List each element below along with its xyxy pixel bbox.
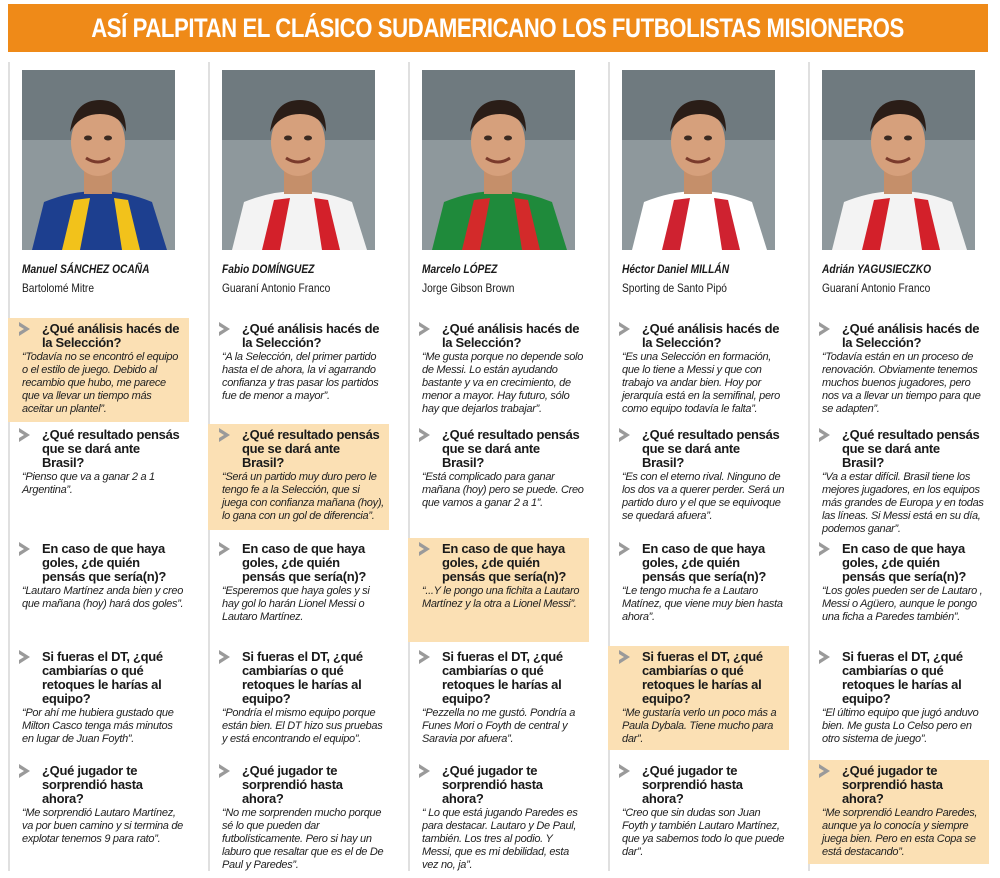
- question-row: [212, 764, 385, 806]
- answer-text: “Lautaro Martínez anda bien y creo que mañana (hoy) hará dos goles”.: [22, 585, 184, 610]
- qa-block: [8, 646, 189, 752]
- qa-block: [808, 760, 989, 864]
- question-row: [612, 764, 785, 806]
- player-club: Guaraní Antonio Franco: [222, 281, 331, 295]
- question-text: ¿Qué resultado pensás que se dará ante Brasil?: [642, 427, 780, 470]
- question-row: [212, 542, 385, 584]
- chevron-right-icon: [218, 763, 232, 779]
- question-row: [12, 764, 185, 806]
- answer-text: “No me sorprenden mucho porque sé lo que pueden dar futbolísticamente. Pero si hay un laburo que resaltar que es el de De Paul y Paredes”.: [222, 807, 384, 871]
- player-column: [608, 62, 796, 871]
- answer-text: “Es con el eterno rival. Ninguno de los dos va a querer perder. Será un partido duro y el que se equivoque se quedará afuera”.: [622, 471, 785, 522]
- player-column: [208, 62, 396, 871]
- chevron-right-icon: [218, 541, 232, 557]
- qa-block: [808, 538, 989, 630]
- answer-text: “Todavía no se encontró el equipo o el estilo de juego. Debido al recambio que hubo, me parece que va llevar un tiempo más aceitar un plantel”.: [22, 351, 179, 415]
- question-text: Si fueras el DT, ¿qué cambiarías o qué retoques le harías al equipo?: [642, 649, 763, 706]
- answer-text: “A la Selección, del primer partido hasta el de ahora, la vi agarrando confianza y tras pasar los partidos fue de menor a mayor”.: [222, 351, 379, 402]
- question-text: ¿Qué resultado pensás que se dará ante Brasil?: [242, 427, 380, 470]
- page-title: ASÍ PALPITAN EL CLÁSICO SUDAMERICANO LOS FUTBOLISTAS MISIONEROS: [91, 12, 905, 43]
- player-name: Marcelo LÓPEZ: [422, 262, 498, 276]
- qa-block: [408, 646, 589, 752]
- question-row: [212, 650, 385, 706]
- chevron-right-icon: [818, 321, 832, 337]
- answer-text: “Me sorprendió Leandro Paredes, aunque ya lo conocía y siempre juega bien. Pero en esta Copa se está destacando”.: [822, 807, 978, 858]
- question-row: [612, 650, 785, 706]
- question-row: [812, 542, 985, 584]
- question-row: [612, 542, 785, 584]
- question-text: ¿Qué resultado pensás que se dará ante Brasil?: [842, 427, 980, 470]
- chevron-right-icon: [218, 427, 232, 443]
- player-photo: [22, 70, 175, 250]
- chevron-right-icon: [618, 541, 632, 557]
- answer-text: “Le tengo mucha fe a Lautaro Matínez, que viene muy bien hasta ahora”.: [622, 585, 783, 623]
- qa-block: [608, 318, 789, 422]
- chevron-right-icon: [18, 763, 32, 779]
- chevron-right-icon: [418, 649, 432, 665]
- player-club: Guaraní Antonio Franco: [822, 281, 931, 295]
- chevron-right-icon: [618, 427, 632, 443]
- answer-text: “Por ahí me hubiera gustado que Milton Casco tenga más minutos en lugar de Juan Foyth”.: [22, 707, 174, 745]
- question-row: [812, 650, 985, 706]
- qa-block: [208, 646, 389, 752]
- qa-block: [608, 760, 789, 865]
- question-row: [612, 322, 785, 350]
- player-photo: [422, 70, 575, 250]
- chevron-right-icon: [618, 649, 632, 665]
- question-text: Si fueras el DT, ¿qué cambiarías o qué retoques le harías al equipo?: [42, 649, 163, 706]
- chevron-right-icon: [18, 427, 32, 443]
- qa-block: [8, 760, 189, 852]
- qa-block: [408, 538, 589, 642]
- question-row: [412, 650, 585, 706]
- question-row: [812, 322, 985, 350]
- answer-text: “Esperemos que haya goles y si hay gol lo harán Lionel Messi o Lautaro Martínez.: [222, 585, 370, 623]
- chevron-right-icon: [418, 321, 432, 337]
- chevron-right-icon: [418, 427, 432, 443]
- question-row: [12, 428, 185, 470]
- qa-block: [608, 538, 789, 630]
- chevron-right-icon: [818, 541, 832, 557]
- qa-block: [808, 424, 989, 542]
- question-row: [812, 428, 985, 470]
- answer-text: “Pondría el mismo equipo porque están bien. El DT hizo sus pruebas y está encontrando el equipo”.: [222, 707, 383, 745]
- question-row: [412, 322, 585, 350]
- question-text: ¿Qué resultado pensás que se dará ante Brasil?: [442, 427, 580, 470]
- player-photo: [822, 70, 975, 250]
- answer-text: “Va a estar difícil. Brasil tiene los mejores jugadores, en los equipos más grandes de Europa y en todas las líneas. Si Messi está en su día, podemos ganar”.: [822, 471, 984, 535]
- player-photo: [222, 70, 375, 250]
- answer-text: “Está complicado para ganar mañana (hoy) pero se puede. Creo que vamos a ganar 2 a 1”.: [422, 471, 584, 509]
- qa-block: [208, 318, 389, 409]
- question-text: ¿Qué jugador te sorprendió hasta ahora?: [242, 763, 343, 806]
- chevron-right-icon: [218, 321, 232, 337]
- chevron-right-icon: [18, 649, 32, 665]
- players-grid: [8, 62, 988, 871]
- player-column: [408, 62, 596, 871]
- question-text: En caso de que haya goles, ¿de quién pensás que sería(n)?: [42, 541, 167, 584]
- question-row: [412, 428, 585, 470]
- qa-block: [8, 538, 189, 617]
- chevron-right-icon: [818, 427, 832, 443]
- qa-block: [8, 318, 189, 422]
- answer-text: “Pienso que va a ganar 2 a 1 Argentina”.: [22, 471, 155, 496]
- player-club: Sporting de Santo Pipó: [622, 281, 727, 295]
- answer-text: “Todavía están en un proceso de renovación. Obviamente tenemos muchos buenos jugadores, pero nos va a llevar un tiempo para que se adapten”.: [822, 351, 981, 415]
- answer-text: “Me sorprendió Lautaro Martínez, va por buen camino y si termina de explotar tenemos 9 para rato”.: [22, 807, 183, 845]
- qa-block: [608, 646, 789, 750]
- question-text: Si fueras el DT, ¿qué cambiarías o qué retoques le harías al equipo?: [242, 649, 363, 706]
- question-row: [12, 650, 185, 706]
- qa-block: [408, 318, 589, 422]
- question-text: Si fueras el DT, ¿qué cambiarías o qué retoques le harías al equipo?: [842, 649, 963, 706]
- player-name: Fabio DOMÍNGUEZ: [222, 262, 315, 276]
- question-row: [12, 542, 185, 584]
- qa-block: [808, 646, 989, 752]
- qa-block: [408, 424, 589, 516]
- question-text: ¿Qué jugador te sorprendió hasta ahora?: [42, 763, 143, 806]
- answer-text: “Me gustaría verlo un poco más a Paula Dybala. Tiene mucho para dar”.: [622, 707, 777, 745]
- question-text: ¿Qué análisis hacés de la Selección?: [642, 321, 780, 350]
- answer-text: “ Lo que está jugando Paredes es para destacar. Lautaro y De Paul, también. Los tres al podio. Y Messi, que es mi debilidad, esta vez no, ja”.: [422, 807, 578, 871]
- player-photo: [622, 70, 775, 250]
- chevron-right-icon: [418, 763, 432, 779]
- chevron-right-icon: [618, 321, 632, 337]
- answer-text: “Creo que sin dudas son Juan Foyth y también Lautaro Martínez, que ya sabemos todo lo que puede dar”.: [622, 807, 785, 858]
- qa-block: [208, 424, 389, 530]
- player-column: [808, 62, 996, 871]
- question-text: En caso de que haya goles, ¿de quién pensás que sería(n)?: [642, 541, 767, 584]
- question-text: ¿Qué jugador te sorprendió hasta ahora?: [842, 763, 943, 806]
- chevron-right-icon: [818, 649, 832, 665]
- chevron-right-icon: [818, 763, 832, 779]
- player-name: Manuel SÁNCHEZ OCAÑA: [22, 262, 150, 276]
- player-column: [8, 62, 196, 871]
- player-name: Adrián YAGUSIECZKO: [822, 262, 932, 276]
- question-text: En caso de que haya goles, ¿de quién pensás que sería(n)?: [842, 541, 967, 584]
- question-text: ¿Qué jugador te sorprendió hasta ahora?: [442, 763, 543, 806]
- qa-block: [808, 318, 989, 422]
- question-row: [12, 322, 185, 350]
- question-text: ¿Qué jugador te sorprendió hasta ahora?: [642, 763, 743, 806]
- question-text: ¿Qué análisis hacés de la Selección?: [842, 321, 980, 350]
- answer-text: “Será un partido muy duro pero le tengo fe a la Selección, que si juega con confianza mañana (hoy), lo gana con un gol de diferencia”.: [222, 471, 384, 522]
- chevron-right-icon: [618, 763, 632, 779]
- header-banner: [8, 4, 988, 52]
- answer-text: “Me gusta porque no depende solo de Messi. Lo están ayudando bastante y va en crecimiento, de menor a mayor. Hay futuro, sólo hay que dejarlos trabajar”.: [422, 351, 584, 415]
- qa-block: [408, 760, 589, 878]
- qa-block: [8, 424, 189, 503]
- answer-text: “El último equipo que jugó anduvo bien. Me gusta Lo Celso pero en otro sistema de juego”.: [822, 707, 979, 745]
- qa-block: [208, 538, 389, 630]
- question-text: ¿Qué análisis hacés de la Selección?: [442, 321, 580, 350]
- question-row: [412, 542, 585, 584]
- question-row: [212, 322, 385, 350]
- question-text: En caso de que haya goles, ¿de quién pensás que sería(n)?: [442, 541, 567, 584]
- question-row: [412, 764, 585, 806]
- question-row: [812, 764, 985, 806]
- answer-text: “...Y le pongo una fichita a Lautaro Martínez y la otra a Lionel Messi”.: [422, 585, 580, 610]
- question-text: ¿Qué análisis hacés de la Selección?: [242, 321, 380, 350]
- chevron-right-icon: [18, 321, 32, 337]
- question-row: [612, 428, 785, 470]
- question-text: Si fueras el DT, ¿qué cambiarías o qué retoques le harías al equipo?: [442, 649, 563, 706]
- qa-block: [608, 424, 789, 529]
- question-text: ¿Qué resultado pensás que se dará ante Brasil?: [42, 427, 180, 470]
- chevron-right-icon: [218, 649, 232, 665]
- question-text: ¿Qué análisis hacés de la Selección?: [42, 321, 180, 350]
- player-name: Héctor Daniel MILLÁN: [622, 262, 730, 276]
- answer-text: “Pezzella no me gustó. Pondría a Funes Mori o Foyth de central y Saravia por afuera”.: [422, 707, 576, 745]
- question-text: En caso de que haya goles, ¿de quién pensás que sería(n)?: [242, 541, 367, 584]
- chevron-right-icon: [18, 541, 32, 557]
- chevron-right-icon: [418, 541, 432, 557]
- answer-text: “Los goles pueden ser de Lautaro , Messi o Agüero, aunque le pongo una ficha a Paredes también”.: [822, 585, 983, 623]
- question-row: [212, 428, 385, 470]
- answer-text: “Es una Selección en formación, que lo tiene a Messi y que con trabajo va andar bien. Hoy por jerarquía está en la semifinal, pero como equipo todavía le falta”.: [622, 351, 780, 415]
- player-club: Bartolomé Mitre: [22, 281, 94, 295]
- player-club: Jorge Gibson Brown: [422, 281, 515, 295]
- qa-block: [208, 760, 389, 878]
